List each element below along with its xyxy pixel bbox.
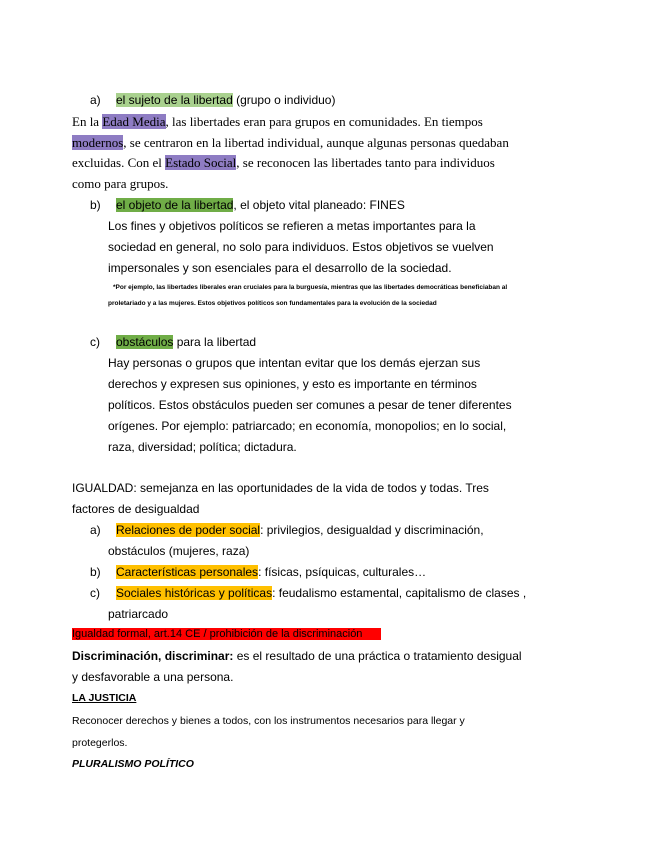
list-marker: c) — [90, 586, 100, 600]
paragraph-line: sociedad en general, no solo para individuos. Estos objetivos se vuelven — [108, 240, 494, 254]
paragraph-line: patriarcado — [108, 607, 169, 621]
list-marker: c) — [90, 335, 100, 349]
item-text: para la libertad — [173, 335, 257, 349]
text-run: excluidas. Con el — [72, 155, 166, 170]
list-item-a-sujeto — [90, 93, 335, 107]
paragraph-line: obstáculos (mujeres, raza) — [108, 544, 250, 558]
paragraph-line: como para grupos. — [72, 176, 169, 191]
highlight-relaciones: Relaciones de poder social — [116, 523, 261, 537]
paragraph-line: impersonales y son esenciales para el desarrollo de la sociedad. — [108, 261, 452, 275]
text-run: , se reconocen las libertades tanto para individuos — [236, 155, 495, 170]
item-text: : feudalismo estamental, capitalismo de clases , — [272, 586, 527, 600]
paragraph-line — [72, 114, 483, 130]
heading-justicia: LA JUSTICIA — [72, 692, 137, 704]
highlight-edad-media: Edad Media — [102, 114, 166, 129]
list-item-c-sociales — [90, 586, 526, 600]
paragraph-line: factores de desigualdad — [72, 502, 200, 516]
list-marker: a) — [90, 93, 101, 107]
text-run: es el resultado de una práctica o tratamiento desigual — [233, 649, 522, 663]
item-text: : privilegios, desigualdad y discriminación, — [260, 523, 484, 537]
paragraph-line — [72, 135, 509, 151]
list-marker: a) — [90, 523, 101, 537]
heading-pluralismo: PLURALISMO POLÍTICO — [72, 758, 194, 770]
paragraph-line: Hay personas o grupos que intentan evitar que los demás ejerzan sus — [108, 356, 481, 370]
bold-term-discriminacion: Discriminación, discriminar: — [72, 649, 234, 663]
paragraph-line: protegerlos. — [72, 737, 128, 749]
paragraph-line — [72, 649, 522, 663]
paragraph-line: orígenes. Por ejemplo: patriarcado; en economía, monopolios; en lo social, — [108, 419, 507, 433]
text-run: , se centraron en la libertad individual, aunque algunas personas quedaban — [123, 135, 509, 150]
highlight-estado-social: Estado Social — [165, 155, 237, 170]
paragraph-line — [72, 155, 495, 171]
list-marker: b) — [90, 565, 101, 579]
list-marker: b) — [90, 198, 101, 212]
item-text: (grupo o individuo) — [232, 93, 336, 107]
paragraph-line: raza, diversidad; política; dictadura. — [108, 440, 297, 454]
highlight-sujeto: el sujeto de la libertad — [116, 93, 233, 107]
highlight-modernos: modernos — [72, 135, 124, 150]
paragraph-line: derechos y expresen sus opiniones, y esto es importante en términos — [108, 377, 477, 391]
paragraph-line: IGUALDAD: semejanza en las oportunidades de la vida de todos y todas. Tres — [72, 481, 489, 495]
item-text: : físicas, psíquicas, culturales… — [258, 565, 427, 579]
item-text: , el objeto vital planeado: FINES — [233, 198, 405, 212]
paragraph-line: políticos. Estos obstáculos pueden ser comunes a pesar de tener diferentes — [108, 398, 512, 412]
paragraph-line: Los fines y objetivos políticos se refieren a metas importantes para la — [108, 219, 476, 233]
red-highlight-igualdad-formal: Igualdad formal, art.14 CE / prohibición de la discriminación — [72, 628, 381, 640]
footnote-line: proletariado y a las mujeres. Estos objetivos políticos son fundamentales para la evolución de la sociedad — [108, 300, 437, 307]
text-run: En la — [72, 114, 103, 129]
list-item-b-objeto — [90, 198, 405, 212]
highlight-sociales: Sociales históricas y políticas — [116, 586, 273, 600]
paragraph-line: y desfavorable a una persona. — [72, 670, 234, 684]
list-item-b-caracteristicas — [90, 565, 426, 579]
list-item-a-relaciones — [90, 523, 484, 537]
highlight-objeto: el objeto de la libertad — [116, 198, 234, 212]
highlight-caracteristicas: Características personales — [116, 565, 259, 579]
list-item-c-obstaculos — [90, 335, 256, 349]
footnote-line: *Por ejemplo, las libertades liberales eran cruciales para la burguesía, mientras que las libertades democráticas beneficiaban al — [113, 284, 508, 291]
paragraph-line: Reconocer derechos y bienes a todos, con los instrumentos necesarios para llegar y — [72, 715, 465, 727]
highlight-obstaculos: obstáculos — [116, 335, 174, 349]
text-run: , las libertades eran para grupos en comunidades. En tiempos — [165, 114, 483, 129]
